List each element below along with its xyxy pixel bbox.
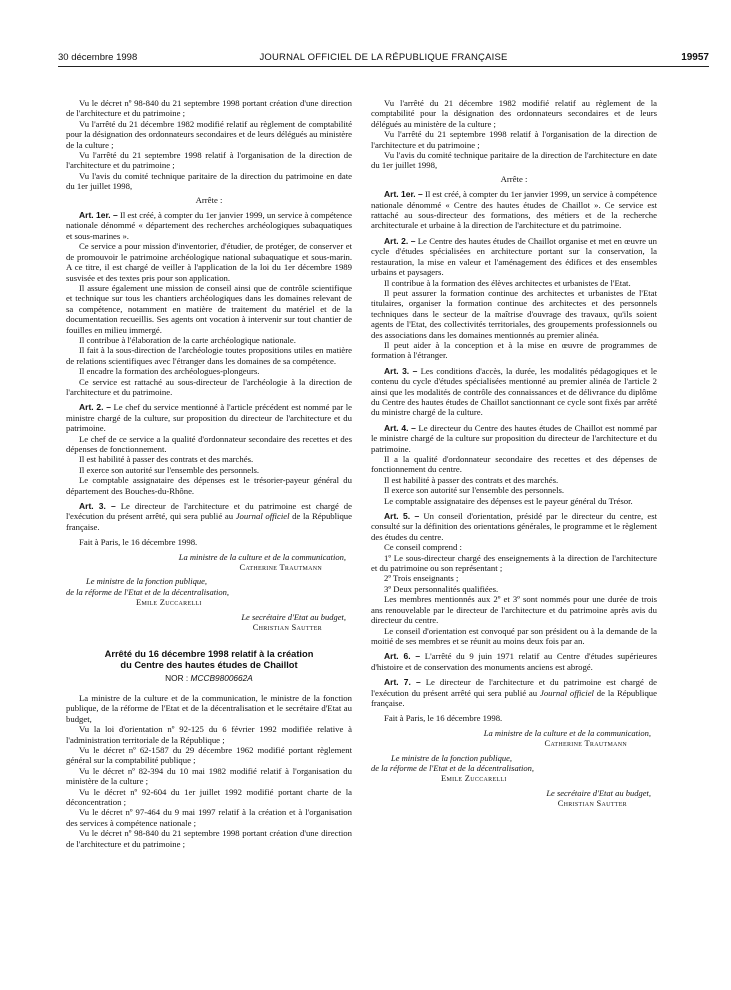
article-1	[66, 210, 352, 241]
signatory-name: Christian Sautter	[252, 622, 322, 633]
signatures	[371, 728, 657, 809]
paragraph: Les membres mentionnés aux 2º et 3º sont nommés pour une durée de trois ans renouvelable par le directeur de l'architecture et du patrimoine après avis du directeur du centre.	[371, 594, 657, 626]
right-column	[371, 98, 657, 809]
paragraph: Le conseil d'orientation est convoqué par son président ou à la demande de la moitié de ses membres et se réunit au moins deux fois par an.	[371, 625, 657, 646]
issue-date: 30 décembre 1998	[58, 52, 138, 63]
article-text: L'arrêté du 9 juin 1971 relatif au Centre d'études supérieures d'histoire et de conservation des monuments anciens est abrogé.	[371, 651, 657, 672]
nor-code: MCCB9800662A	[190, 672, 253, 683]
signatory-role: de la réforme de l'Etat et de la décentralisation,	[66, 586, 230, 597]
article-3	[371, 366, 657, 418]
article-label: Art. 2. –	[384, 235, 416, 246]
page-number: 19957	[681, 52, 709, 63]
paragraph: Il fait à la sous-direction de l'archéologie toutes propositions utiles en matière de relations scientifiques avec l'étranger dans les domaines de sa compétence.	[66, 345, 352, 366]
visa: Vu le décret nº 92-604 du 1er juillet 1992 modifié portant charte de la déconcentration ;	[66, 786, 352, 807]
article-text: Le chef du service mentionné à l'article précédent est nommé par le ministre chargé de la culture, sur proposition du directeur de l'architecture et du patrimoine.	[66, 402, 352, 434]
visa: Vu le décret nº 97-464 du 9 mai 1997 relatif à la création et à l'organisation des services à compétence nationale ;	[66, 807, 352, 828]
signatory-name: Catherine Trautmann	[544, 738, 627, 749]
journal-officiel-ref: Journal officiel	[539, 687, 594, 698]
article-text: Le directeur de l'architecture et du patrimoine est chargé de l'exécution du présent arrêté qui sera publié au	[371, 677, 658, 698]
fait-a-paris: Fait à Paris, le 16 décembre 1998.	[384, 713, 503, 724]
article-label: Art. 5. –	[384, 511, 420, 522]
article-text: Il est créé, à compter du 1er janvier 1999, un service à compétence nationale dénommé « département des recherches archéologiques subaquatiques et sous-marines ».	[66, 210, 353, 241]
visa: Vu l'arrêté du 21 décembre 1982 modifié relatif au règlement de la comptabilité pour la désignation des ordonnateurs secondaires et de leurs délégués au ministère de la culture ;	[371, 98, 657, 129]
signatory-role: Le ministre de la fonction publique,	[391, 752, 513, 763]
article-text: Les conditions d'accès, la durée, les modalités pédagogiques et le contenu du cycle d'études spécialisées mentionné au premier alinéa de l'article 2 ainsi que les modalités de contrôle des connaissances et de délivrance du diplôme du Centre des hautes études de Chaillot sanctionnant ce cycle sont fixés par arrêté du ministre chargé de la culture.	[371, 365, 657, 418]
paragraph: 2º Trois enseignants ;	[384, 573, 459, 584]
signatory-role: La ministre de la culture et de la communication,	[483, 727, 651, 738]
visa: Vu l'avis du comité technique paritaire de la direction du patrimoine en date du 1er juillet 1998,	[66, 170, 352, 192]
article-label: Art. 7. –	[384, 677, 421, 688]
paragraph: Il contribue à la formation des élèves architectes et urbanistes de l'Etat.	[384, 277, 631, 288]
paragraph: Il est habilité à passer des contrats et des marchés.	[384, 474, 559, 485]
visa: Vu l'arrêté du 21 septembre 1998 relatif à l'organisation de la direction de l'architecture et du patrimoine ;	[371, 129, 657, 150]
article-7	[371, 677, 657, 708]
page-header	[58, 52, 709, 66]
visa: Vu le décret nº 98-840 du 21 septembre 1998 portant création d'une direction de l'architecture et du patrimoine ;	[66, 828, 352, 849]
visa: Vu l'arrêté du 21 décembre 1982 modifié relatif au règlement de comptabilité pour la désignation des ordonnateurs secondaires et de leurs délégués au ministère de la culture ;	[66, 118, 352, 150]
paragraph: Il peut assurer la formation continue des architectes et urbanistes de l'Etat titulaires, organiser la formation continue des architectes et des personnels techniques dans le secteur de la maîtrise d'ouvrage des travaux, qu'ils soient agents de l'Etat, des collectivités territoriales, des groupements professionnels ou des associations dans les domaines mentionnés au premier alinéa.	[371, 287, 657, 340]
signatory-name: Catherine Trautmann	[239, 562, 322, 573]
paragraph: Le comptable assignataire des dépenses est le payeur général du Trésor.	[384, 495, 633, 506]
fait-a-paris: Fait à Paris, le 16 décembre 1998.	[79, 537, 198, 548]
article-text: Il est créé, à compter du 1er janvier 1999, un service à compétence nationale dénommé « Centre des hautes études de Chaillot ». Ce service est rattaché au sous-directeur des formations, des métiers et de la recherche architecturale et urbaine à la direction de l'architecture et du patrimoine.	[371, 189, 658, 231]
paragraph: 3º Deux personnalités qualifiées.	[384, 583, 499, 594]
paragraph: Ce conseil comprend :	[384, 542, 462, 553]
article-label: Art. 1er. –	[79, 210, 118, 221]
paragraph: La ministre de la culture et de la communication, le ministre de la fonction publique, de la réforme de l'Etat et de la décentralisation et le secrétaire d'Etat au budget,	[66, 692, 352, 724]
paragraph: Il encadre la formation des archéologues-plongeurs.	[79, 366, 260, 377]
article-text: de la République française.	[66, 511, 352, 532]
decree-title	[66, 649, 352, 671]
signatures	[66, 552, 352, 633]
paragraph: Il contribue à l'élaboration de la carte archéologique nationale.	[79, 334, 296, 345]
signatory-role: de la réforme de l'Etat et de la décentralisation,	[371, 762, 535, 773]
decree-title-line: Arrêté du 16 décembre 1998 relatif à la création	[104, 648, 314, 659]
article-2	[66, 402, 352, 433]
paragraph: Ce service a pour mission d'inventorier, d'étudier, de protéger, de conserver et de promouvoir le patrimoine archéologique national subaquatique et sous-marin. A ce titre, il est chargé de veiller à l'application de la loi du 1er décembre 1989 susvisée et des textes pris pour son application.	[66, 241, 352, 283]
paragraph: Le comptable assignataire des dépenses est le trésorier-payeur général du département des Bouches-du-Rhône.	[66, 475, 352, 496]
article-6	[371, 651, 657, 672]
signatory-name: Emile Zuccarelli	[136, 597, 202, 608]
article-label: Art. 1er. –	[384, 189, 423, 200]
paragraph: Il peut aider à la conception et à la mise en œuvre de programmes de formation à l'étranger.	[371, 339, 657, 361]
article-4	[371, 423, 657, 454]
signatory-name: Emile Zuccarelli	[441, 773, 507, 784]
visa: Vu la loi d'orientation nº 92-125 du 6 février 1992 modifiée relative à l'administration territoriale de la République ;	[66, 724, 352, 745]
arrete-heading: Arrête :	[195, 194, 223, 205]
signatory-role: Le ministre de la fonction publique,	[86, 576, 208, 587]
article-label: Art. 6. –	[384, 651, 421, 662]
article-text: Le directeur du Centre des hautes études de Chaillot est nommé par le ministre chargé de la culture sur proposition du directeur de l'architecture et du patrimoine.	[371, 422, 658, 454]
visa: Vu le décret nº 98-840 du 21 septembre 1998 portant création d'une direction de l'architecture et du patrimoine ;	[66, 98, 352, 119]
article-label: Art. 2. –	[79, 402, 111, 413]
paragraph: Ce service est rattaché au sous-directeur de l'archéologie à la direction de l'architecture et du patrimoine.	[66, 376, 352, 397]
article-2	[371, 236, 657, 278]
signatory-name: Christian Sautter	[557, 798, 627, 809]
article-text: Un conseil d'orientation, présidé par le directeur du centre, est consulté sur la définition des orientations générales, le programme et le règlement des études du centre.	[371, 511, 657, 542]
article-text: de la République française.	[371, 687, 657, 708]
article-label: Art. 4. –	[384, 422, 416, 433]
arrete-heading: Arrête :	[500, 173, 528, 184]
journal-title: JOURNAL OFFICIEL DE LA RÉPUBLIQUE FRANÇAISE	[259, 52, 508, 63]
signatory-role: Le secrétaire d'Etat au budget,	[546, 787, 651, 798]
visa: Vu le décret nº 62-1587 du 29 décembre 1962 modifié portant règlement général sur la comptabilité publique ;	[66, 744, 352, 766]
paragraph: Il est habilité à passer des contrats et des marchés.	[79, 454, 254, 465]
signatory-role: La ministre de la culture et de la communication,	[178, 551, 346, 562]
nor-reference	[66, 673, 352, 683]
article-text: Le Centre des hautes études de Chaillot organise et met en œuvre un cycle d'études spécialisées en architecture portant sur la conservation, la restauration, la mise en valeur et l'aménagement des édifices et des ensembles urbains et paysagers.	[371, 235, 657, 278]
article-3	[66, 501, 352, 532]
article-label: Art. 3. –	[79, 501, 116, 512]
visa: Vu le décret nº 82-394 du 10 mai 1982 modifié relatif à l'organisation du ministère de la culture ;	[66, 765, 352, 787]
visa: Vu l'arrêté du 21 septembre 1998 relatif à l'organisation de la direction de l'architecture et du patrimoine ;	[66, 150, 352, 171]
nor-label: NOR :	[165, 672, 189, 683]
header-rule	[58, 66, 709, 67]
signatory-role: Le secrétaire d'Etat au budget,	[241, 611, 346, 622]
paragraph: 1º Le sous-directeur chargé des enseignements à la direction de l'architecture et du patrimoine ou son représentant ;	[371, 552, 657, 574]
visa: Vu l'avis du comité technique paritaire de la direction de l'architecture en date du 1er juillet 1998,	[371, 150, 657, 171]
article-5	[371, 511, 657, 542]
article-1	[371, 189, 657, 231]
paragraph: Il exerce son autorité sur l'ensemble des personnels.	[384, 485, 565, 496]
article-text: Le directeur de l'architecture et du patrimoine est chargé de l'exécution du présent arrêté, qui sera publié au	[66, 501, 353, 522]
left-column	[66, 98, 352, 849]
paragraph: Le chef de ce service a la qualité d'ordonnateur secondaire des recettes et des dépenses de fonctionnement.	[66, 433, 352, 454]
decree-title-line: du Centre des hautes études de Chaillot	[120, 659, 298, 670]
journal-officiel-ref: Journal officiel	[235, 511, 290, 522]
article-label: Art. 3. –	[384, 365, 418, 376]
paragraph: Il exerce son autorité sur l'ensemble des personnels.	[79, 464, 260, 475]
paragraph: Il a la qualité d'ordonnateur secondaire des recettes et des dépenses de fonctionnement du centre.	[371, 454, 657, 475]
paragraph: Il assure également une mission de conseil ainsi que de contrôle scientifique et technique sur tous les chantiers archéologiques dans les domaines relevant de sa compétence, notamment en matière de traitement du matériel et de la documentation recueillis. Ses agents ont vocation à intervenir sur tout chantier de fouilles en milieu immergé.	[66, 282, 352, 335]
